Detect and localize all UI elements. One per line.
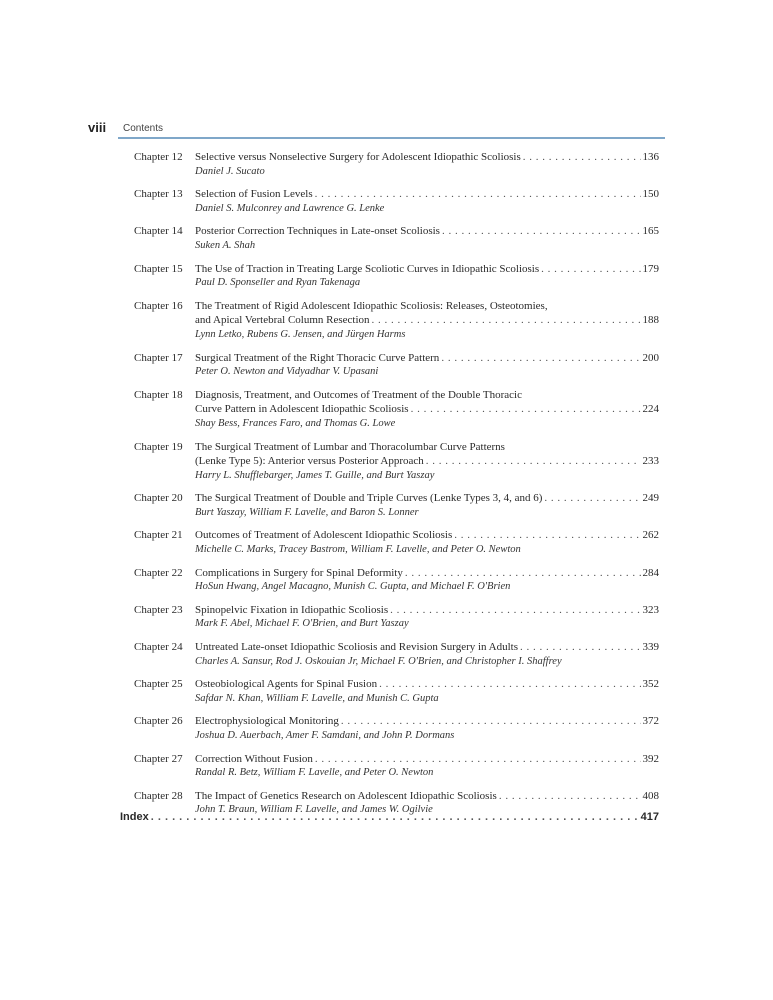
- chapter-authors: John T. Braun, William F. Lavelle, and James W. Ogilvie: [195, 804, 433, 816]
- chapter-authors: Mark F. Abel, Michael F. O'Brien, and Burt Yaszay: [195, 618, 409, 630]
- chapter-authors: Daniel S. Mulconrey and Lawrence G. Lenke: [195, 202, 385, 214]
- chapter-authors: Paul D. Sponseller and Ryan Takenaga: [195, 277, 361, 289]
- chapter-label: Chapter 28: [134, 789, 183, 802]
- chapter-authors: Lynn Letko, Rubens G. Jensen, and Jürgen Harms: [195, 328, 406, 340]
- leader-dots: [390, 603, 640, 618]
- toc-entry[interactable]: [134, 640, 659, 669]
- chapter-page: 372: [642, 715, 659, 728]
- chapter-title: Untreated Late-onset Idiopathic Scoliosis and Revision Surgery in Adults: [195, 641, 519, 654]
- chapter-authors: Michelle C. Marks, Tracey Bastrom, William F. Lavelle, and Peter O. Newton: [195, 544, 521, 556]
- toc-entry[interactable]: [134, 491, 659, 520]
- chapter-label: Chapter 13: [134, 188, 183, 201]
- chapter-authors: Burt Yaszay, William F. Lavelle, and Baron S. Lonner: [195, 506, 419, 518]
- chapter-title: Osteobiological Agents for Spinal Fusion: [195, 678, 378, 691]
- chapter-authors: Harry L. Shufflebarger, James T. Guille, and Burt Yaszay: [195, 469, 435, 481]
- toc-entry[interactable]: [134, 752, 659, 781]
- chapter-title: Surgical Treatment of the Right Thoracic Curve Pattern: [195, 351, 440, 364]
- leader-dots: [411, 402, 641, 417]
- leader-dots: [341, 714, 641, 729]
- chapter-label: Chapter 19: [134, 440, 183, 453]
- table-of-contents: [134, 150, 659, 826]
- chapter-title: The Treatment of Rigid Adolescent Idiopathic Scoliosis: Releases, Osteotomies,: [195, 299, 548, 312]
- chapter-page: 165: [642, 225, 659, 238]
- leader-dots: [442, 224, 641, 239]
- chapter-label: Chapter 18: [134, 388, 183, 401]
- toc-entry[interactable]: [134, 603, 659, 632]
- chapter-page: 352: [642, 678, 659, 691]
- leader-dots: [523, 150, 641, 165]
- page-number: viii: [88, 120, 107, 135]
- index-label: Index: [120, 811, 149, 823]
- index-page: 417: [640, 811, 659, 823]
- chapter-page: 224: [642, 403, 659, 416]
- index-entry[interactable]: [120, 810, 659, 825]
- chapter-label: Chapter 17: [134, 351, 183, 364]
- toc-entry[interactable]: [134, 677, 659, 706]
- chapter-authors: Shay Bess, Frances Faro, and Thomas G. Lowe: [195, 417, 396, 429]
- toc-entry[interactable]: [134, 566, 659, 595]
- chapter-authors: Safdar N. Khan, William F. Lavelle, and Munish C. Gupta: [195, 692, 439, 704]
- chapter-title: Electrophysiological Monitoring: [195, 715, 339, 728]
- chapter-page: 408: [642, 789, 659, 802]
- chapter-page: 392: [642, 752, 659, 765]
- chapter-label: Chapter 20: [134, 492, 183, 505]
- chapter-page: 284: [642, 566, 659, 579]
- chapter-title: Selective versus Nonselective Surgery for Adolescent Idiopathic Scoliosis: [195, 151, 521, 163]
- chapter-page: 262: [642, 529, 659, 542]
- section-title: Contents: [123, 123, 164, 134]
- chapter-label: Chapter 15: [134, 262, 183, 275]
- leader-dots: [426, 454, 641, 469]
- chapter-authors: Daniel J. Sucato: [195, 165, 265, 177]
- toc-entry[interactable]: [134, 299, 659, 343]
- toc-entry[interactable]: [134, 528, 659, 557]
- leader-dots: [379, 677, 640, 692]
- chapter-title: Selection of Fusion Levels: [195, 188, 313, 201]
- leader-dots: [441, 351, 640, 366]
- chapter-authors: Joshua D. Auerbach, Amer F. Samdani, and John P. Dormans: [195, 730, 455, 741]
- chapter-page: 323: [642, 603, 659, 616]
- header-rule: [118, 137, 665, 139]
- leader-dots: [151, 810, 639, 825]
- chapter-label: Chapter 26: [134, 715, 183, 728]
- chapter-page: 179: [642, 262, 659, 275]
- chapter-page: 200: [642, 351, 659, 364]
- chapter-page: 233: [642, 455, 659, 468]
- chapter-label: Chapter 16: [134, 299, 183, 312]
- toc-entry[interactable]: [134, 187, 659, 216]
- chapter-label: Chapter 27: [134, 752, 183, 765]
- chapter-title: Complications in Surgery for Spinal Deformity: [195, 566, 403, 579]
- chapter-title: (Lenke Type 5): Anterior versus Posterior Approach: [195, 455, 424, 468]
- chapter-page: 136: [642, 151, 659, 163]
- leader-dots: [405, 566, 641, 581]
- chapter-label: Chapter 12: [134, 151, 183, 163]
- chapter-label: Chapter 22: [134, 566, 183, 579]
- chapter-title: Posterior Correction Techniques in Late-onset Scoliosis: [195, 225, 440, 238]
- chapter-label: Chapter 14: [134, 225, 183, 238]
- chapter-page: 249: [642, 492, 659, 505]
- leader-dots: [372, 313, 641, 328]
- leader-dots: [315, 187, 641, 202]
- chapter-authors: Suken A. Shah: [195, 239, 256, 251]
- leader-dots: [544, 491, 640, 506]
- leader-dots: [454, 528, 640, 543]
- toc-entry[interactable]: [134, 440, 659, 484]
- toc-entry[interactable]: [134, 388, 659, 432]
- leader-dots: [541, 262, 640, 277]
- chapter-title: The Impact of Genetics Research on Adolescent Idiopathic Scoliosis: [195, 789, 497, 802]
- chapter-title: The Use of Traction in Treating Large Scoliotic Curves in Idiopathic Scoliosis: [195, 262, 540, 275]
- chapter-title: The Surgical Treatment of Lumbar and Thoracolumbar Curve Patterns: [195, 440, 505, 453]
- chapter-title: and Apical Vertebral Column Resection: [195, 314, 370, 327]
- chapter-title: Outcomes of Treatment of Adolescent Idiopathic Scoliosis: [195, 529, 453, 542]
- chapter-authors: HoSun Hwang, Angel Macagno, Munish C. Gupta, and Michael F. O'Brien: [195, 581, 511, 593]
- toc-entry[interactable]: [134, 150, 659, 179]
- chapter-title: Diagnosis, Treatment, and Outcomes of Treatment of the Double Thoracic: [195, 388, 522, 401]
- chapter-label: Chapter 25: [134, 678, 183, 691]
- running-header: [88, 120, 665, 138]
- toc-entry[interactable]: [134, 714, 659, 743]
- leader-dots: [315, 752, 641, 767]
- chapter-label: Chapter 21: [134, 529, 183, 542]
- chapter-label: Chapter 24: [134, 641, 183, 654]
- leader-dots: [520, 640, 640, 655]
- toc-entry[interactable]: [134, 262, 659, 291]
- toc-entry[interactable]: [134, 224, 659, 253]
- chapter-authors: Randal R. Betz, William F. Lavelle, and Peter O. Newton: [195, 767, 434, 779]
- chapter-page: 150: [642, 188, 659, 201]
- chapter-title: Correction Without Fusion: [195, 752, 313, 765]
- toc-entry[interactable]: [134, 351, 659, 380]
- chapter-title: The Surgical Treatment of Double and Triple Curves (Lenke Types 3, 4, and 6): [195, 492, 543, 505]
- chapter-page: 339: [642, 641, 659, 654]
- chapter-page: 188: [642, 314, 659, 327]
- chapter-authors: Peter O. Newton and Vidyadhar V. Upasani: [195, 366, 379, 378]
- chapter-title: Spinopelvic Fixation in Idiopathic Scoliosis: [195, 603, 389, 616]
- leader-dots: [499, 789, 641, 804]
- chapter-authors: Charles A. Sansur, Rod J. Oskouian Jr, Michael F. O'Brien, and Christopher I. Shaffrey: [195, 655, 562, 667]
- chapter-label: Chapter 23: [134, 603, 183, 616]
- chapter-title: Curve Pattern in Adolescent Idiopathic Scoliosis: [195, 403, 409, 416]
